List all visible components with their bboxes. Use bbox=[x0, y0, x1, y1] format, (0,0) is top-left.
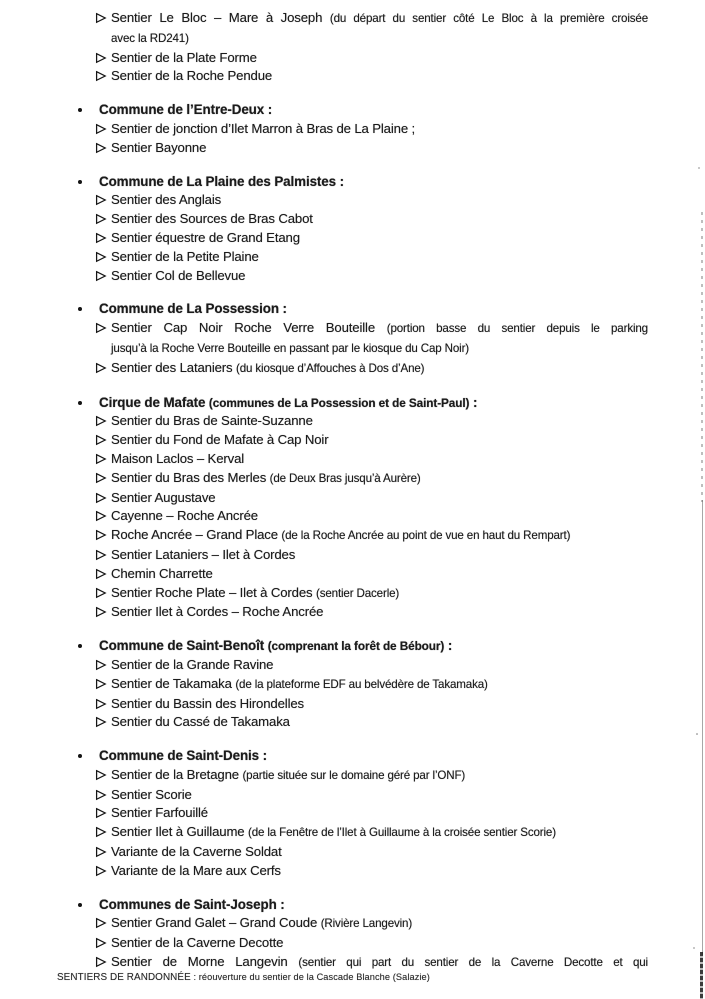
commune-heading-note: (communes de La Possession et de Saint-Paul) bbox=[208, 395, 470, 410]
arrow-bullet-icon bbox=[95, 587, 107, 599]
trail-note: (sentier Dacerle) bbox=[315, 586, 400, 600]
trail-item bbox=[0, 526, 648, 546]
trail-item-line bbox=[111, 843, 648, 862]
commune-heading-colon: : bbox=[264, 102, 273, 118]
trail-name: Sentier Cap Noir Roche Verre Bouteille bbox=[111, 320, 387, 336]
trail-item bbox=[0, 766, 648, 786]
arrow-bullet-icon bbox=[95, 123, 107, 135]
commune-heading bbox=[0, 300, 705, 319]
trail-item bbox=[0, 953, 648, 973]
arrow-bullet-icon bbox=[95, 698, 107, 710]
trail-name: Sentier du Bras de Sainte-Suzanne bbox=[111, 413, 313, 429]
commune-section bbox=[0, 9, 705, 86]
trail-note: (de la Fenêtre de l’Ilet à Guillaume à la croisée sentier Scorie) bbox=[248, 826, 556, 840]
commune-heading bbox=[0, 394, 705, 413]
arrow-bullet-icon bbox=[95, 807, 107, 819]
trail-name: Sentier Bayonne bbox=[111, 139, 207, 155]
trail-item-line bbox=[111, 862, 648, 881]
trail-item-line bbox=[111, 469, 648, 489]
scan-artifact-dotted-line bbox=[701, 212, 703, 502]
trail-item bbox=[0, 210, 648, 229]
scan-artifact-speck bbox=[693, 947, 695, 949]
trail-name: Sentier de la Caverne Decotte bbox=[111, 935, 284, 951]
trail-item-line bbox=[111, 319, 648, 339]
bullet-dot-icon bbox=[78, 401, 82, 405]
arrow-bullet-icon bbox=[95, 492, 107, 504]
trail-item-line bbox=[111, 823, 648, 843]
commune-heading bbox=[0, 173, 705, 192]
trail-item bbox=[0, 319, 648, 359]
trail-item-line bbox=[111, 210, 648, 229]
trail-item-line bbox=[111, 656, 648, 675]
trail-note: (du départ du sentier côté Le Bloc à la première croisée bbox=[329, 12, 648, 25]
trail-note-continuation: jusqu’à la Roche Verre Bouteille en passant par le kiosque du Cap Noir) bbox=[111, 341, 469, 355]
trail-item-line bbox=[111, 953, 648, 973]
trail-note: (de la plateforme EDF au belvédère de Takamaka) bbox=[235, 677, 488, 691]
commune-heading bbox=[0, 747, 705, 766]
trail-item bbox=[0, 507, 648, 526]
trail-item bbox=[0, 450, 648, 469]
arrow-bullet-icon bbox=[95, 415, 107, 427]
trail-item-line bbox=[111, 67, 648, 86]
arrow-bullet-icon bbox=[95, 568, 107, 580]
trail-item-line bbox=[111, 139, 648, 158]
trail-note: (portion basse du sentier depuis le parking bbox=[386, 322, 648, 336]
arrow-bullet-icon bbox=[95, 434, 107, 446]
commune-heading-colon: : bbox=[469, 394, 478, 410]
trail-item-line bbox=[111, 29, 648, 49]
commune-heading-colon: : bbox=[276, 896, 285, 912]
trail-name: Sentier Ilet à Guillaume bbox=[111, 824, 248, 840]
trail-name: Sentier Le Bloc – Mare à Joseph bbox=[111, 10, 330, 25]
trail-note: (sentier qui part du sentier de la Caverne Decotte et qui bbox=[298, 956, 648, 970]
trail-item bbox=[0, 675, 648, 695]
commune-section bbox=[0, 173, 705, 286]
arrow-bullet-icon bbox=[95, 322, 107, 334]
commune-heading-title: Commune de l’Entre-Deux bbox=[99, 102, 265, 118]
bullet-dot-icon bbox=[78, 180, 82, 184]
trail-name: Sentier du Bassin des Hirondelles bbox=[111, 695, 304, 711]
trail-item bbox=[0, 584, 648, 604]
trail-item bbox=[0, 248, 648, 267]
trail-note: (de Deux Bras jusqu’à Aurère) bbox=[269, 471, 421, 485]
trail-item-line bbox=[111, 229, 648, 248]
arrow-bullet-icon bbox=[95, 937, 107, 949]
arrow-bullet-icon bbox=[95, 917, 107, 929]
trail-item bbox=[0, 914, 648, 934]
commune-heading-title: Commune de La Plaine des Palmistes bbox=[99, 173, 336, 189]
trail-item-line bbox=[111, 267, 648, 286]
arrow-bullet-icon bbox=[95, 956, 107, 968]
commune-heading-colon: : bbox=[259, 748, 267, 764]
trail-item-line bbox=[111, 526, 648, 546]
trail-item-line bbox=[111, 695, 648, 714]
trail-name: Sentier du Bras des Merles bbox=[111, 469, 270, 485]
trail-item-line bbox=[111, 431, 648, 450]
arrow-bullet-icon bbox=[95, 52, 107, 64]
scan-artifact-corner-line bbox=[700, 952, 703, 999]
trail-name: Sentier Roche Plate – Ilet à Cordes bbox=[111, 584, 316, 600]
bullet-dot-icon bbox=[78, 644, 82, 648]
trail-item bbox=[0, 565, 648, 584]
footer-separator: : bbox=[190, 972, 199, 982]
commune-section bbox=[0, 637, 705, 732]
commune-heading-title: Commune de Saint-Benoît bbox=[99, 638, 268, 654]
trail-name: Sentier du Fond de Mafate à Cap Noir bbox=[111, 432, 329, 448]
scan-artifact-edge-line bbox=[702, 500, 703, 955]
commune-section bbox=[0, 101, 705, 157]
commune-section bbox=[0, 394, 705, 623]
trail-item bbox=[0, 191, 648, 210]
trail-item-line bbox=[111, 489, 648, 508]
footer-text: réouverture du sentier de la Cascade Blanche (Salazie) bbox=[198, 972, 430, 982]
trail-item-line bbox=[111, 786, 648, 805]
commune-heading-colon: : bbox=[444, 638, 453, 654]
trail-item bbox=[0, 139, 648, 158]
trail-note: (Rivière Langevin) bbox=[320, 917, 413, 931]
trail-item bbox=[0, 934, 648, 953]
trail-item-line bbox=[111, 914, 648, 934]
arrow-bullet-icon bbox=[95, 142, 107, 154]
trail-name: Sentier équestre de Grand Etang bbox=[111, 229, 300, 245]
trail-name: Maison Laclos – Kerval bbox=[111, 450, 245, 466]
arrow-bullet-icon bbox=[95, 769, 107, 781]
arrow-bullet-icon bbox=[95, 510, 107, 522]
arrow-bullet-icon bbox=[95, 472, 107, 484]
trail-item-line bbox=[111, 766, 648, 786]
trail-note: (du kiosque d’Affouches à Dos d’Ane) bbox=[236, 361, 425, 375]
trail-item-line bbox=[111, 450, 648, 469]
trail-name: Sentier Farfouillé bbox=[111, 805, 208, 821]
trail-item bbox=[0, 862, 648, 881]
trail-item-line bbox=[111, 248, 648, 267]
arrow-bullet-icon bbox=[95, 549, 107, 561]
trail-item bbox=[0, 823, 648, 843]
trail-note-continuation: avec la RD241) bbox=[111, 31, 189, 45]
trail-item bbox=[0, 412, 648, 431]
trail-name: Sentier Augustave bbox=[111, 489, 216, 505]
arrow-bullet-icon bbox=[95, 678, 107, 690]
footer-label: SENTIERS DE RANDONNÉE bbox=[57, 972, 191, 983]
trail-name: Sentier Col de Bellevue bbox=[111, 267, 246, 283]
arrow-bullet-icon bbox=[95, 716, 107, 728]
trail-name: Sentier Scorie bbox=[111, 786, 192, 802]
trail-item bbox=[0, 431, 648, 450]
trail-item bbox=[0, 603, 648, 622]
trail-name: Sentier de la Plate Forme bbox=[111, 49, 257, 65]
trail-item bbox=[0, 713, 648, 732]
trail-item-line bbox=[111, 49, 648, 68]
page-footer-note bbox=[57, 972, 430, 983]
trail-item-line bbox=[111, 359, 648, 379]
arrow-bullet-icon bbox=[95, 194, 107, 206]
scan-artifact-speck bbox=[696, 733, 698, 735]
arrow-bullet-icon bbox=[95, 213, 107, 225]
trail-name: Sentier Ilet à Cordes – Roche Ancrée bbox=[111, 604, 324, 620]
bullet-dot-icon bbox=[78, 108, 82, 112]
trail-item-line bbox=[111, 584, 648, 604]
trail-item bbox=[0, 9, 648, 49]
trail-item-line bbox=[111, 546, 648, 565]
arrow-bullet-icon bbox=[95, 70, 107, 82]
trail-name: Roche Ancrée – Grand Place bbox=[111, 527, 282, 543]
trail-name: Sentier de la Grande Ravine bbox=[111, 656, 274, 672]
scan-artifact-speck bbox=[698, 167, 700, 169]
trail-name: Sentier des Sources de Bras Cabot bbox=[111, 211, 313, 227]
commune-heading-title: Commune de La Possession bbox=[99, 301, 279, 317]
commune-heading-title: Cirque de Mafate bbox=[99, 394, 209, 410]
trail-item bbox=[0, 359, 648, 379]
trail-name: Sentier des Anglais bbox=[111, 192, 222, 208]
arrow-bullet-icon bbox=[95, 232, 107, 244]
trail-item-line bbox=[111, 120, 648, 139]
commune-heading-title: Commune de Saint-Denis bbox=[99, 748, 259, 764]
trail-name: Variante de la Mare aux Cerfs bbox=[111, 862, 281, 878]
trail-item bbox=[0, 843, 648, 862]
arrow-bullet-icon bbox=[95, 606, 107, 618]
arrow-bullet-icon bbox=[95, 846, 107, 858]
trail-name: Sentier de Takamaka bbox=[111, 675, 236, 691]
arrow-bullet-icon bbox=[95, 865, 107, 877]
commune-section bbox=[0, 896, 705, 973]
trail-item bbox=[0, 804, 648, 823]
arrow-bullet-icon bbox=[95, 659, 107, 671]
trail-name: Sentier du Cassé de Takamaka bbox=[111, 714, 290, 730]
commune-heading bbox=[0, 896, 705, 915]
trail-item bbox=[0, 67, 648, 86]
trail-item bbox=[0, 489, 648, 508]
arrow-bullet-icon bbox=[95, 362, 107, 374]
trail-note: (partie située sur le domaine géré par l’ONF) bbox=[242, 768, 466, 782]
trail-item bbox=[0, 786, 648, 805]
commune-heading bbox=[0, 637, 705, 656]
trail-item-line bbox=[111, 565, 648, 584]
commune-heading-colon: : bbox=[335, 173, 344, 189]
arrow-bullet-icon bbox=[95, 789, 107, 801]
commune-heading-title: Communes de Saint-Joseph bbox=[99, 896, 277, 912]
arrow-bullet-icon bbox=[95, 270, 107, 282]
commune-section bbox=[0, 300, 705, 378]
bullet-dot-icon bbox=[78, 754, 82, 758]
trail-item bbox=[0, 546, 648, 565]
trail-name: Sentier Lataniers – Ilet à Cordes bbox=[111, 546, 296, 562]
trail-name: Sentier de jonction d’Ilet Marron à Bras de La Plaine ; bbox=[111, 120, 416, 136]
trail-item bbox=[0, 49, 648, 68]
trail-item bbox=[0, 120, 648, 139]
commune-heading bbox=[0, 101, 705, 120]
arrow-bullet-icon bbox=[95, 453, 107, 465]
trail-name: Sentier de la Roche Pendue bbox=[111, 68, 273, 84]
trail-item-line bbox=[111, 507, 648, 526]
trail-item bbox=[0, 469, 648, 489]
trail-name: Sentier Grand Galet – Grand Coude bbox=[111, 915, 321, 931]
trail-item-line bbox=[111, 675, 648, 695]
bullet-dot-icon bbox=[78, 307, 82, 311]
trail-note: (de la Roche Ancrée au point de vue en haut du Rempart) bbox=[281, 529, 571, 543]
trail-name: Sentier de la Bretagne bbox=[111, 766, 243, 782]
arrow-bullet-icon bbox=[95, 529, 107, 541]
trail-name: Sentier de la Petite Plaine bbox=[111, 248, 259, 264]
trail-item bbox=[0, 656, 648, 675]
trail-name: Variante de la Caverne Soldat bbox=[111, 844, 282, 860]
arrow-bullet-icon bbox=[95, 251, 107, 263]
trail-item-line bbox=[111, 713, 648, 732]
trail-item bbox=[0, 229, 648, 248]
trail-name: Chemin Charrette bbox=[111, 565, 213, 581]
trail-item-line bbox=[111, 603, 648, 622]
trail-name: Cayenne – Roche Ancrée bbox=[111, 508, 258, 524]
trail-item-line bbox=[111, 412, 648, 431]
trail-item-line bbox=[111, 191, 648, 210]
trail-item-line bbox=[111, 9, 648, 29]
trail-item bbox=[0, 267, 648, 286]
bullet-dot-icon bbox=[78, 903, 82, 907]
commune-heading-note: (comprenant la forêt de Bébour) bbox=[267, 639, 445, 654]
trail-name: Sentier de Morne Langevin bbox=[111, 954, 299, 970]
trail-item-line bbox=[111, 339, 648, 359]
trail-item bbox=[0, 695, 648, 714]
trail-item-line bbox=[111, 934, 648, 953]
arrow-bullet-icon bbox=[95, 12, 107, 24]
arrow-bullet-icon bbox=[95, 826, 107, 838]
trail-item-line bbox=[111, 804, 648, 823]
commune-heading-colon: : bbox=[278, 301, 287, 317]
trail-name: Sentier des Lataniers bbox=[111, 359, 236, 375]
commune-section bbox=[0, 747, 705, 881]
